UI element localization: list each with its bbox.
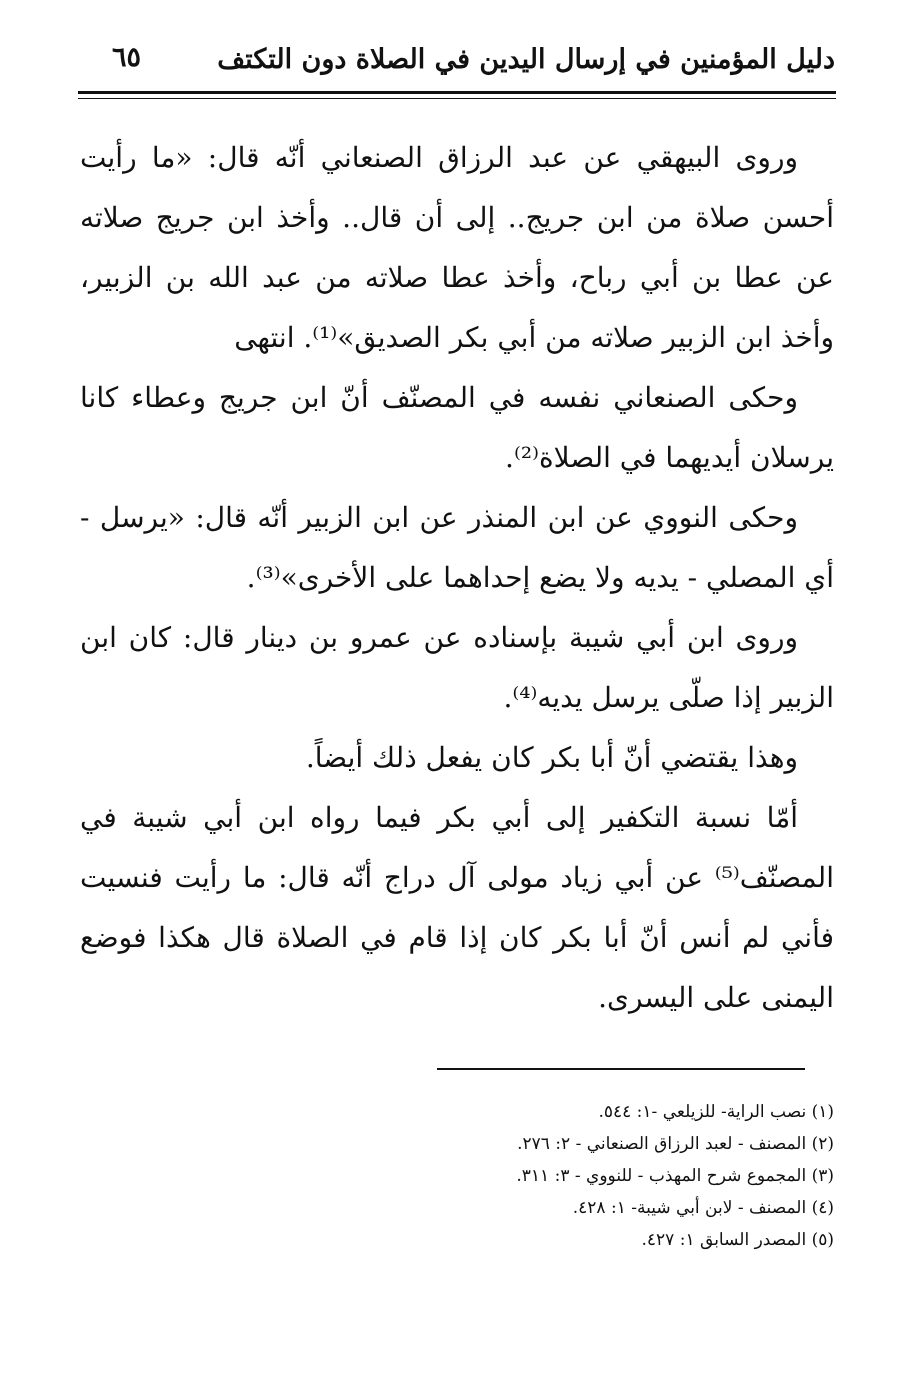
footnote: (٢) المصنف - لعبد الرزاق الصنعاني - ٢: ٢٧٦. [517,1134,834,1154]
paragraph: وروى البيهقي عن عبد الرزاق الصنعاني أنّه قال: «ما رأيت أحسن صلاة من ابن جريج.. إلى أن قال.. وأخذ ابن جريج صلاته عن عطا بن أبي رباح، وأخذ عطا صلاته من عبد الله بن الزبير، وأخذ ابن الزبير صلاته من أبي بكر الصديق»⁽¹⁾. انتهى [80,141,834,354]
footnote: (٤) المصنف - لابن أبي شيبة- ١: ٤٢٨. [572,1198,834,1218]
footnote: (٣) المجموع شرح المهذب - للنووي - ٣: ٣١١. [516,1166,834,1186]
paragraph: أمّا نسبة التكفير إلى أبي بكر فيما رواه ابن أبي شيبة في المصنّف⁽⁵⁾ عن أبي زياد مولى آل دراج أنّه قال: ما رأيت فنسيت فأني لم أنس أنّ أبا بكر كان إذا قام في الصلاة قال هكذا فوضع اليمنى على اليسرى. [80,801,834,1014]
header-rule-thin [78,98,836,99]
footnote-divider [437,1068,805,1070]
footnotes [360,1096,834,1256]
running-title: دليل المؤمنين في إرسال اليدين في الصلاة دون التكتف [217,44,835,75]
paragraph: وهذا يقتضي أنّ أبا بكر كان يفعل ذلك أيضاً. [305,741,798,774]
paragraph: وحكى النووي عن ابن المنذر عن ابن الزبير أنّه قال: «يرسل - أي المصلي - يديه ولا يضع إحداهما على الأخرى»⁽³⁾. [80,501,834,594]
running-head [78,38,835,88]
paragraph: وروى ابن أبي شيبة بإسناده عن عمرو بن دينار قال: كان ابن الزبير إذا صلّى يرسل يديه⁽⁴⁾. [80,621,834,714]
footnote: (٥) المصدر السابق ١: ٤٢٧. [641,1230,834,1250]
page-number: ٦٥ [112,42,142,73]
paragraph: وحكى الصنعاني نفسه في المصنّف أنّ ابن جريج وعطاء كانا يرسلان أيديهما في الصلاة⁽²⁾. [80,381,834,474]
body-text [80,128,834,1028]
header-rule-thick [78,91,836,94]
footnote: (١) نصب الراية- للزيلعي -١: ٥٤٤. [598,1102,834,1122]
